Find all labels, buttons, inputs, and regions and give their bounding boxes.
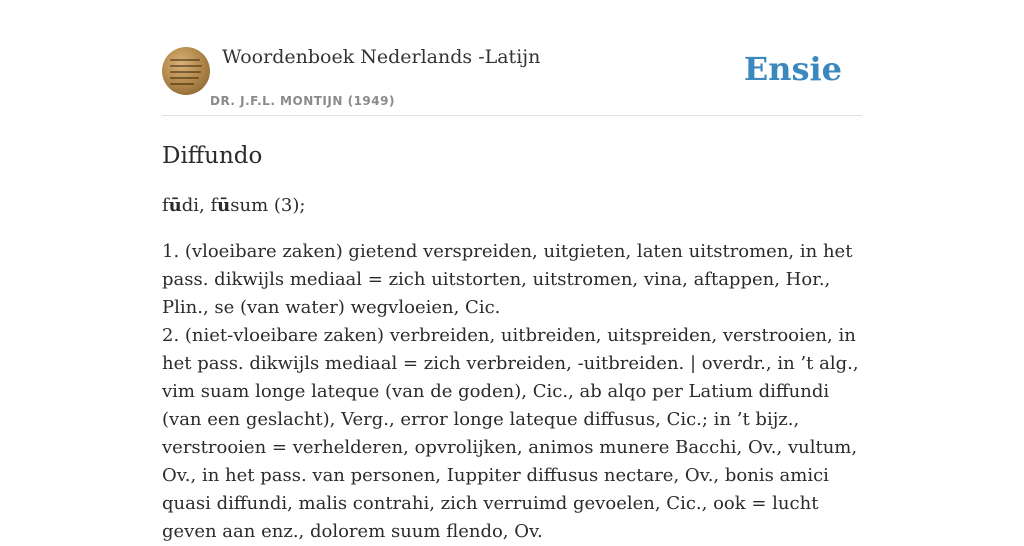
dictionary-author: DR. J.F.L. MONTIJN (1949) bbox=[210, 94, 395, 108]
sense-1: 1. (vloeibare zaken) gietend verspreiden, uitgieten, laten uitstromen, in het pass. dikwijls mediaal = zich uitstorten, uitstromen, vina, aftappen, Hor., Plin., se (van water) wegvloeien, Cic. bbox=[162, 241, 853, 318]
dictionary-title[interactable]: Woordenboek Nederlands -Latijn bbox=[222, 46, 541, 68]
entry-headword: Diffundo bbox=[162, 143, 263, 169]
entry-forms: fūdi, fūsum (3); bbox=[162, 195, 306, 216]
site-header bbox=[162, 0, 862, 116]
page-container bbox=[162, 0, 862, 546]
sense-2: 2. (niet-vloeibare zaken) verbreiden, uitbreiden, uitspreiden, verstrooien, in het pass. dikwijls mediaal = zich verbreiden, -uitbreiden. | overdr., in ’t alg., vim suam longe lateque (van de goden), Cic., ab alqo per Latium diffundi (van een geslacht), Verg., error longe lateque diffusus, Cic.; in ’t bijz., verstrooien = verhelderen, opvrolijken, animos munere Bacchi, Ov., vultum, Ov., in het pass. van personen, Iuppiter diffusus nectare, Ov., bonis amici quasi diffundi, malis contrahi, zich verruimd gevoelen, Cic., ook = lucht geven aan enz., dolorem suum flendo, Ov. bbox=[162, 325, 859, 542]
brand-logo-link[interactable]: Ensie bbox=[743, 50, 842, 88]
entry-definition bbox=[162, 238, 862, 546]
ancient-coin-icon[interactable] bbox=[162, 47, 210, 95]
